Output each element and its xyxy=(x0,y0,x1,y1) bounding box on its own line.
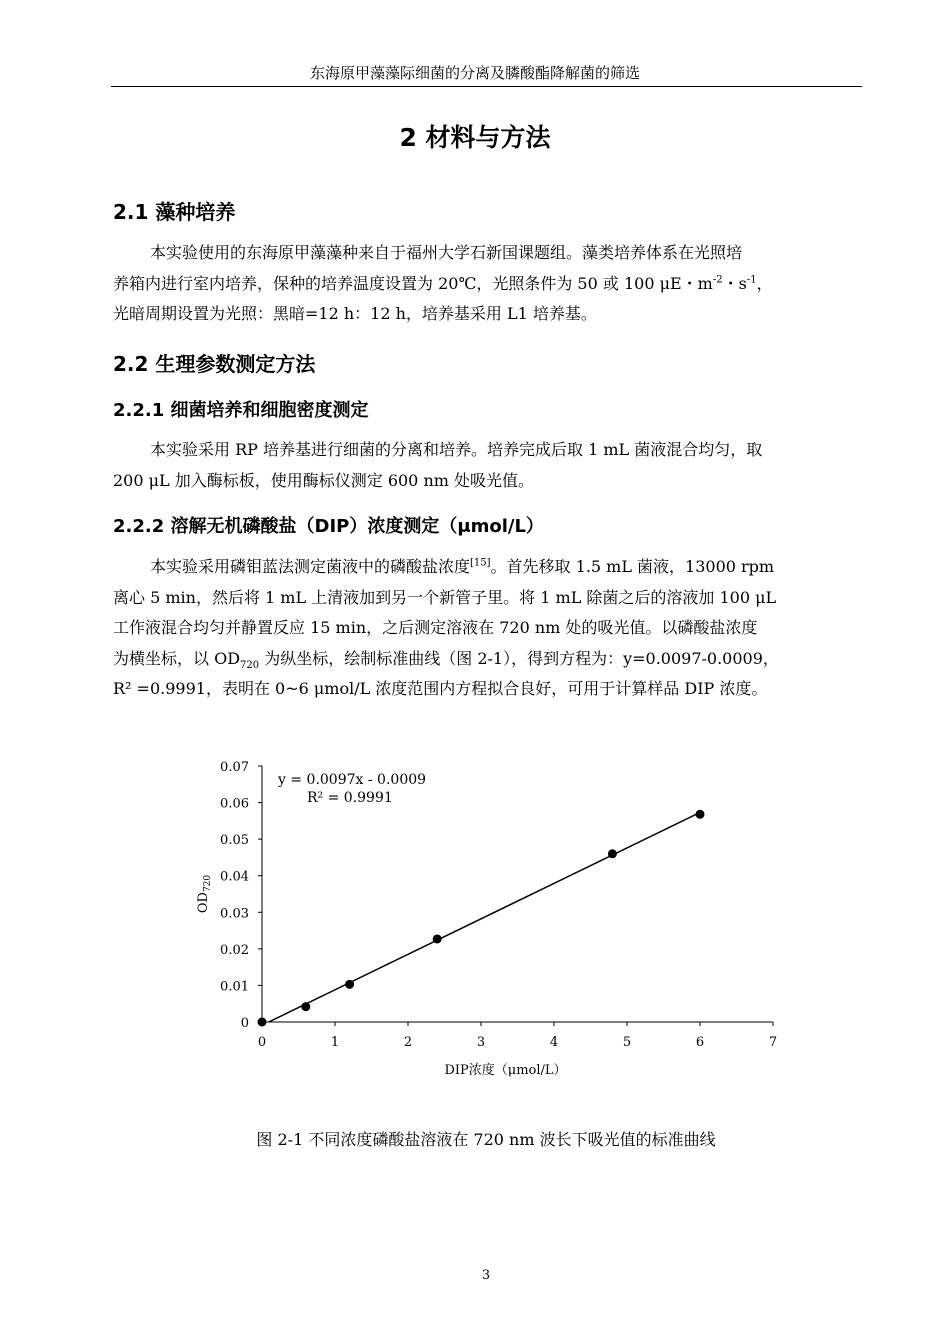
y-tick-label: 0.07 xyxy=(220,760,249,775)
figure-caption: 图 2-1 不同浓度磷酸盐溶液在 720 nm 波长下吸光值的标准曲线 xyxy=(256,1130,716,1149)
page-number: 3 xyxy=(481,1268,491,1283)
y-axis-label: $OD_{720}$ xyxy=(196,874,213,914)
standard-curve-chart xyxy=(180,748,800,1088)
x-tick-label: 4 xyxy=(549,1035,559,1050)
section-2-2-1-paragraph xyxy=(113,435,861,496)
data-point xyxy=(258,1018,267,1027)
trendline xyxy=(269,812,700,1022)
section-2-1-heading: 2.1 藻种培养 xyxy=(113,200,236,224)
section-2-2-2-heading: 2.2.2 溶解无机磷酸盐（DIP）浓度测定（μmol/L） xyxy=(113,516,544,537)
data-point xyxy=(345,980,354,989)
data-point xyxy=(696,810,705,819)
paragraph-line: 养箱内进行室内培养，保种的培养温度设置为 20℃，光照条件为 50 或 100 μE・$m^{-2}$・$s^{-1}$， xyxy=(113,273,773,293)
data-point xyxy=(433,934,442,943)
header-rule xyxy=(111,86,862,87)
paragraph-line: 本实验采用磷钼蓝法测定菌液中的磷酸盐浓度[15]。首先移取 1.5 mL 菌液，13000 rpm xyxy=(150,557,775,576)
x-axis-label: DIP浓度（μmol/L） xyxy=(444,1063,567,1078)
section-2-1-paragraph xyxy=(113,238,861,330)
y-tick-label: 0.06 xyxy=(220,796,249,812)
paragraph-line: 为横坐标，以 $OD_{720}$ 为纵坐标，绘制标准曲线（图 2-1），得到方程为：y=0.0097-0.0009， xyxy=(113,648,779,671)
x-tick-label: 5 xyxy=(622,1035,632,1050)
section-2-2-1-heading: 2.2.1 细菌培养和细胞密度测定 xyxy=(113,400,369,421)
y-tick-label: 0.03 xyxy=(220,906,249,922)
paragraph-line: 离心 5 min，然后将 1 mL 上清液加到另一个新管子里。将 1 mL 除菌之后的溶液加 100 μL xyxy=(113,587,777,607)
r-squared-label: R² = 0.9991 xyxy=(307,790,393,806)
y-tick-label: 0.04 xyxy=(220,869,249,885)
data-point xyxy=(301,1002,310,1011)
running-header: 东海原甲藻藻际细菌的分离及膦酸酯降解菌的筛选 xyxy=(309,64,640,82)
x-tick-label: 3 xyxy=(476,1035,486,1050)
data-point xyxy=(608,849,617,858)
y-tick-label: 0.02 xyxy=(220,942,249,958)
trendline-equation: y = 0.0097x - 0.0009 xyxy=(278,772,427,788)
paragraph-line: R² =0.9991，表明在 0~6 μmol/L 浓度范围内方程拟合良好，可用于计算样品 DIP 浓度。 xyxy=(113,679,768,698)
x-tick-label: 1 xyxy=(330,1035,340,1050)
chapter-title: 2 材料与方法 xyxy=(399,123,551,152)
x-tick-label: 7 xyxy=(768,1035,778,1050)
y-tick-label: 0 xyxy=(240,1016,249,1031)
y-tick-label: 0.01 xyxy=(220,979,249,995)
paragraph-line: 工作液混合均匀并静置反应 15 min，之后测定溶液在 720 nm 处的吸光值。以磷酸盐浓度 xyxy=(113,618,758,637)
x-tick-label: 6 xyxy=(695,1035,705,1050)
paragraph-line: 本实验使用的东海原甲藻藻种来自于福州大学石新国课题组。藻类培养体系在光照培 xyxy=(150,243,743,262)
paragraph-line: 光暗周期设置为光照：黑暗=12 h：12 h，培养基采用 L1 培养基。 xyxy=(113,304,597,323)
section-2-2-2-paragraph xyxy=(113,552,861,705)
section-2-2-heading: 2.2 生理参数测定方法 xyxy=(113,352,316,376)
paragraph-line: 本实验采用 RP 培养基进行细菌的分离和培养。培养完成后取 1 mL 菌液混合均匀，取 xyxy=(150,440,763,459)
x-tick-label: 0 xyxy=(257,1035,267,1050)
x-tick-label: 2 xyxy=(403,1035,413,1050)
paragraph-line: 200 μL 加入酶标板，使用酶标仪测定 600 nm 处吸光值。 xyxy=(113,470,535,490)
y-tick-label: 0.05 xyxy=(220,833,249,849)
